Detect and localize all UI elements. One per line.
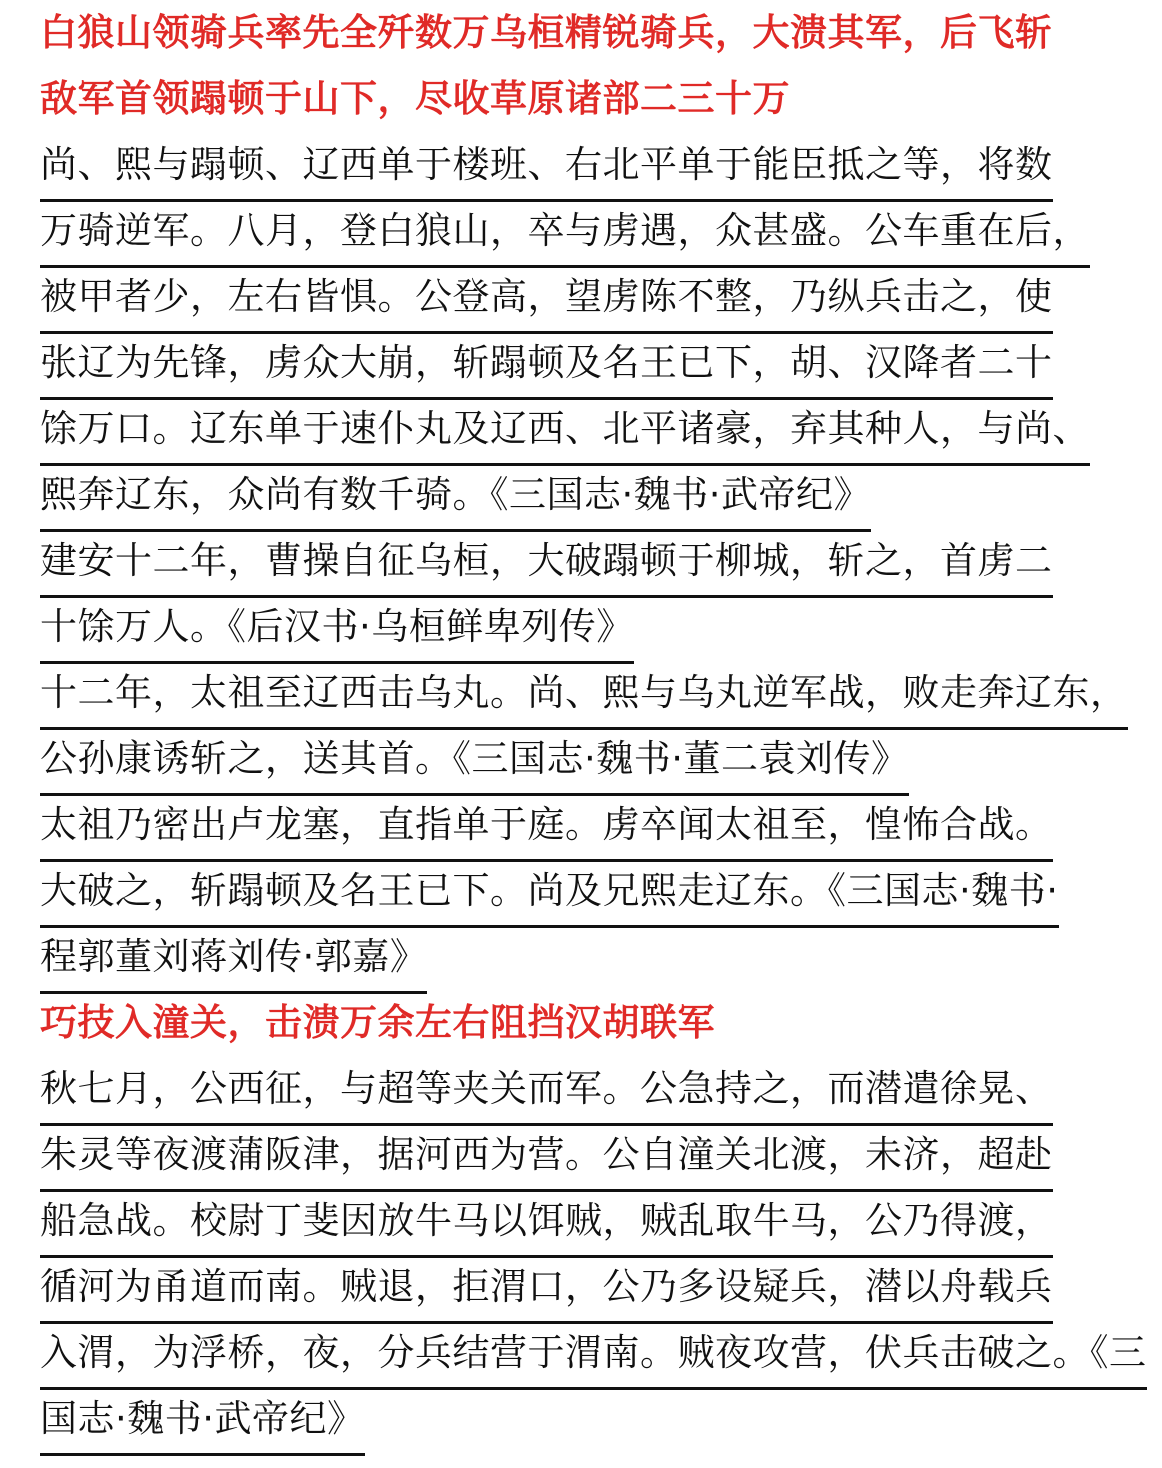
quote-line: 国志·魏书·武帝纪》: [40, 1390, 365, 1456]
quote-line: 大破之，斩蹋顿及名王已下。尚及兄熙走辽东。《三国志·魏书·: [40, 862, 1059, 928]
quote-line: 馀万口。辽东单于速仆丸及辽西、北平诸豪，弃其种人，与尚、: [40, 400, 1090, 466]
quote-line: 太祖乃密出卢龙塞，直指单于庭。虏卒闻太祖至，惶怖合战。: [40, 796, 1053, 862]
quote-line: 被甲者少，左右皆惧。公登高，望虏陈不整，乃纵兵击之，使: [40, 268, 1053, 334]
section-heading-line-2: 敌军首领蹋顿于山下，尽收草原诸部二三十万: [40, 77, 790, 120]
quote-line: 建安十二年，曹操自征乌桓，大破蹋顿于柳城，斩之，首虏二: [40, 532, 1053, 598]
quote-line: 张辽为先锋，虏众大崩，斩蹋顿及名王已下，胡、汉降者二十: [40, 334, 1053, 400]
quote-line: 入渭，为浮桥，夜，分兵结营于渭南。贼夜攻营，伏兵击破之。《三: [40, 1324, 1147, 1390]
section-heading-line-3: 巧技入潼关，击溃万余左右阻挡汉胡联军: [40, 1001, 715, 1044]
quote-line: 十馀万人。《后汉书·乌桓鲜卑列传》: [40, 598, 634, 664]
section-heading-line-1: 白狼山领骑兵率先全歼数万乌桓精锐骑兵，大溃其军，后飞斩: [40, 11, 1053, 54]
quote-line: 循河为甬道而南。贼退，拒渭口，公乃多设疑兵，潜以舟载兵: [40, 1258, 1053, 1324]
quote-line: 尚、熙与蹋顿、辽西单于楼班、右北平单于能臣抵之等，将数: [40, 136, 1053, 202]
quote-line: 十二年，太祖至辽西击乌丸。尚、熙与乌丸逆军战，败走奔辽东，: [40, 664, 1128, 730]
quote-line: 朱灵等夜渡蒲阪津，据河西为营。公自潼关北渡，未济，超赴: [40, 1126, 1053, 1192]
quote-line: 程郭董刘蒋刘传·郭嘉》: [40, 928, 427, 994]
quote-line: 熙奔辽东，众尚有数千骑。《三国志·魏书·武帝纪》: [40, 466, 871, 532]
quote-line: 万骑逆军。八月，登白狼山，卒与虏遇，众甚盛。公车重在后，: [40, 202, 1090, 268]
quote-line: 秋七月，公西征，与超等夹关而军。公急持之，而潜遣徐晃、: [40, 1060, 1053, 1126]
quote-line: 公孙康诱斩之，送其首。《三国志·魏书·董二袁刘传》: [40, 730, 909, 796]
quote-line: 船急战。校尉丁斐因放牛马以饵贼，贼乱取牛马，公乃得渡，: [40, 1192, 1053, 1258]
